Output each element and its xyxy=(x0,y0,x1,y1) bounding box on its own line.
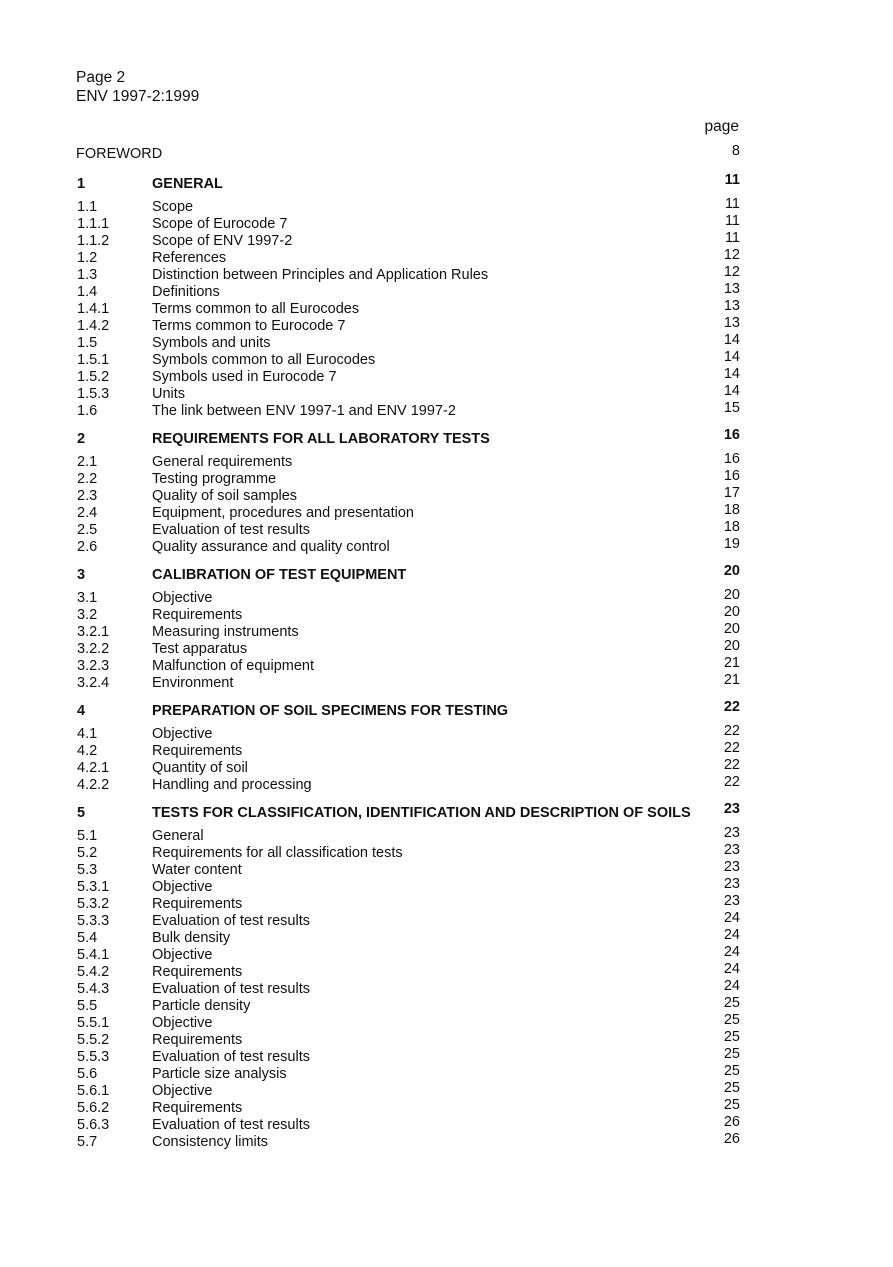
toc-entry-title: Measuring instruments xyxy=(152,624,299,640)
toc-entry-page: 13 xyxy=(723,281,740,297)
toc-entry-page: 16 xyxy=(723,451,740,467)
toc-entry-title: Requirements xyxy=(152,964,243,980)
toc-entry-title: Objective xyxy=(152,947,213,963)
toc-entry[interactable] xyxy=(76,400,740,420)
toc-entry-number: 3.2.2 xyxy=(77,641,110,657)
toc-entry-title: Malfunction of equipment xyxy=(152,658,315,674)
toc-entry-page: 14 xyxy=(723,383,740,399)
toc-entry-title: Quantity of soil xyxy=(152,760,248,776)
toc-entry[interactable] xyxy=(76,638,740,658)
toc-entry-page: 22 xyxy=(723,757,740,773)
toc-entry[interactable] xyxy=(76,757,740,777)
toc-entry-page: 23 xyxy=(723,859,740,875)
toc-entry-number: 5.3.1 xyxy=(77,879,110,895)
toc-entry-title: REQUIREMENTS FOR ALL LABORATORY TESTS xyxy=(152,431,490,447)
toc-entry-title: Test apparatus xyxy=(152,641,248,657)
toc-entry[interactable] xyxy=(76,672,740,692)
toc-entry-page: 20 xyxy=(723,638,740,654)
toc-entry[interactable] xyxy=(76,298,740,318)
toc-entry-page: 8 xyxy=(731,143,740,159)
toc-entry[interactable] xyxy=(76,944,740,964)
toc-entry[interactable] xyxy=(76,468,740,488)
toc-entry-title: PREPARATION OF SOIL SPECIMENS FOR TESTING xyxy=(152,703,509,719)
toc-entry-number: 5.4 xyxy=(77,930,98,946)
toc-entry-page: 22 xyxy=(723,774,740,790)
toc-entry-number: 5.4.2 xyxy=(77,964,110,980)
toc-entry-number: 3.2.3 xyxy=(77,658,110,674)
toc-entry-page: 23 xyxy=(723,842,740,858)
toc-entry-title: Requirements for all classification tests xyxy=(152,845,403,861)
toc-entry-title: Evaluation of test results xyxy=(152,1117,310,1133)
toc-entry-number: 5 xyxy=(77,805,86,821)
toc-entry-title: Testing programme xyxy=(152,471,277,487)
toc-entry[interactable] xyxy=(76,264,740,284)
toc-entry-number: 1.4.2 xyxy=(77,318,110,334)
toc-entry[interactable] xyxy=(76,451,740,471)
toc-entry[interactable] xyxy=(76,196,740,216)
toc-entry-page: 25 xyxy=(723,1046,740,1062)
toc-entry[interactable] xyxy=(76,723,740,743)
toc-entry-title: Evaluation of test results xyxy=(152,981,310,997)
toc-entry-number: 5.6 xyxy=(77,1066,98,1082)
toc-entry-title: References xyxy=(152,250,227,266)
toc-entry-number: 5.6.2 xyxy=(77,1100,110,1116)
toc-entry[interactable] xyxy=(76,562,740,588)
toc-entry[interactable] xyxy=(76,247,740,267)
toc-entry-number: 3.2 xyxy=(77,607,98,623)
toc-entry-title: GENERAL xyxy=(152,176,223,192)
toc-entry-title: General requirements xyxy=(152,454,293,470)
toc-entry-number: 1.5 xyxy=(77,335,98,351)
toc-entry-number: 4.2.2 xyxy=(77,777,110,793)
toc-entry-title: Evaluation of test results xyxy=(152,1049,310,1065)
toc-entry-number: 4.2 xyxy=(77,743,98,759)
toc-entry-title: Objective xyxy=(152,1083,213,1099)
toc-entry-title: Objective xyxy=(152,590,213,606)
toc-entry-title: Water content xyxy=(152,862,242,878)
toc-entry-number: 1.1.1 xyxy=(77,216,110,232)
toc-entry-title: Objective xyxy=(152,726,213,742)
toc-entry-page: 17 xyxy=(723,485,740,501)
toc-entry-number: 1.3 xyxy=(77,267,98,283)
toc-entry-title: Handling and processing xyxy=(152,777,312,793)
toc-entry[interactable] xyxy=(76,281,740,301)
toc-entry[interactable] xyxy=(76,1012,740,1032)
toc-entry-title: TESTS FOR CLASSIFICATION, IDENTIFICATION AND DESCRIPTION OF SOILS xyxy=(152,805,691,821)
toc-entry-number: 1.1 xyxy=(77,199,98,215)
toc-entry-number: 3.2.1 xyxy=(77,624,110,640)
toc-entry-page: 11 xyxy=(724,172,740,188)
toc-entry[interactable] xyxy=(76,893,740,913)
toc-entry-page: 22 xyxy=(723,699,740,715)
toc-entry-title: Scope of ENV 1997-2 xyxy=(152,233,293,249)
toc-entry-page: 26 xyxy=(723,1114,740,1130)
toc-entry-number: 5.1 xyxy=(77,828,98,844)
toc-entry-number: 4 xyxy=(77,703,86,719)
toc-entry-number: 5.5.1 xyxy=(77,1015,110,1031)
toc-entry-number: 5.7 xyxy=(77,1134,98,1150)
toc-entry[interactable] xyxy=(76,1097,740,1117)
toc-entry-page: 20 xyxy=(723,587,740,603)
toc-entry[interactable] xyxy=(76,978,740,998)
toc-entry-number: 2.3 xyxy=(77,488,98,504)
toc-entry-page: 25 xyxy=(723,995,740,1011)
toc-entry-number: 5.6.1 xyxy=(77,1083,110,1099)
toc-entry-page: 16 xyxy=(723,427,740,443)
toc-entry-page: 25 xyxy=(723,1029,740,1045)
toc-entry-number: 1.5.1 xyxy=(77,352,110,368)
toc-entry-number: 2.2 xyxy=(77,471,98,487)
toc-entry[interactable] xyxy=(76,366,740,386)
toc-entry-title: Requirements xyxy=(152,1032,243,1048)
toc-entry-number: 1.4 xyxy=(77,284,98,300)
toc-entry-title: Terms common to Eurocode 7 xyxy=(152,318,346,334)
toc-entry[interactable] xyxy=(76,995,740,1015)
toc-entry-title: Scope of Eurocode 7 xyxy=(152,216,288,232)
toc-entry-number: 5.3 xyxy=(77,862,98,878)
toc-entry-page: 24 xyxy=(723,978,740,994)
toc-entry-page: 18 xyxy=(723,502,740,518)
page-header xyxy=(76,68,199,106)
toc-entry[interactable] xyxy=(76,604,740,624)
toc-entry-number: 2.6 xyxy=(77,539,98,555)
toc-entry-number: 4.2.1 xyxy=(77,760,110,776)
toc-entry[interactable] xyxy=(76,143,740,163)
toc-entry-page: 13 xyxy=(723,298,740,314)
toc-entry[interactable] xyxy=(76,426,740,452)
toc-entry-number: 1 xyxy=(77,176,86,192)
toc-entry-page: 14 xyxy=(723,366,740,382)
toc-entry-page: 26 xyxy=(723,1131,740,1147)
document-id: ENV 1997-2:1999 xyxy=(76,88,200,105)
toc-entry[interactable] xyxy=(76,1114,740,1134)
toc-entry-page: 21 xyxy=(723,655,740,671)
toc-entry[interactable] xyxy=(76,740,740,760)
toc-entry-number: 1.2 xyxy=(77,250,98,266)
toc-entry-page: 11 xyxy=(724,230,740,246)
toc-entry[interactable] xyxy=(76,519,740,539)
toc-entry-number: 5.2 xyxy=(77,845,98,861)
toc-entry-title: Requirements xyxy=(152,1100,243,1116)
toc-entry-number: 5.3.3 xyxy=(77,913,110,929)
toc-entry[interactable] xyxy=(76,655,740,675)
toc-entry-number: 2 xyxy=(77,431,86,447)
toc-entry-title: Units xyxy=(152,386,186,402)
toc-entry[interactable] xyxy=(76,800,740,826)
toc-entry-number: 5.3.2 xyxy=(77,896,110,912)
toc-entry[interactable] xyxy=(76,961,740,981)
toc-entry-number: 3.1 xyxy=(77,590,98,606)
page-column-label: page xyxy=(704,118,739,135)
toc-entry-page: 20 xyxy=(723,621,740,637)
toc-entry[interactable] xyxy=(76,349,740,369)
toc-entry[interactable] xyxy=(76,621,740,641)
toc-entry[interactable] xyxy=(76,825,740,845)
toc-entry-page: 25 xyxy=(723,1080,740,1096)
toc-entry-title: Requirements xyxy=(152,896,243,912)
toc-entry-number: 1.5.3 xyxy=(77,386,110,402)
toc-entry-title: Objective xyxy=(152,1015,213,1031)
toc-entry[interactable] xyxy=(76,1029,740,1049)
toc-entry-title: Requirements xyxy=(152,743,243,759)
toc-entry-title: Particle density xyxy=(152,998,251,1014)
toc-entry-title: The link between ENV 1997-1 and ENV 1997-2 xyxy=(152,403,456,419)
toc-entry[interactable] xyxy=(76,876,740,896)
toc-entry[interactable] xyxy=(76,171,740,197)
toc-entry-number: 1.1.2 xyxy=(77,233,110,249)
toc-entry-number: 5.5.3 xyxy=(77,1049,110,1065)
toc-entry[interactable] xyxy=(76,910,740,930)
toc-entry-number: 5.5.2 xyxy=(77,1032,110,1048)
toc-entry-title: Definitions xyxy=(152,284,220,300)
toc-entry-page: 15 xyxy=(723,400,740,416)
toc-entry-number: 2.4 xyxy=(77,505,98,521)
toc-entry[interactable] xyxy=(76,587,740,607)
toc-entry[interactable] xyxy=(76,502,740,522)
toc-entry[interactable] xyxy=(76,536,740,556)
toc-entry-page: 25 xyxy=(723,1012,740,1028)
toc-entry-number: 5.6.3 xyxy=(77,1117,110,1133)
toc-entry-page: 19 xyxy=(723,536,740,552)
toc-entry-title: Evaluation of test results xyxy=(152,522,310,538)
toc-entry[interactable] xyxy=(76,315,740,335)
toc-entry[interactable] xyxy=(76,698,740,724)
toc-entry-page: 14 xyxy=(723,349,740,365)
toc-entry-page: 12 xyxy=(723,264,740,280)
toc-entry-page: 25 xyxy=(723,1097,740,1113)
toc-entry[interactable] xyxy=(76,927,740,947)
toc-entry-page: 23 xyxy=(723,876,740,892)
toc-entry-number: 5.4.1 xyxy=(77,947,110,963)
toc-entry-title: Symbols used in Eurocode 7 xyxy=(152,369,337,385)
toc-entry-number: 5.4.3 xyxy=(77,981,110,997)
toc-entry-title: Quality assurance and quality control xyxy=(152,539,390,555)
toc-entry[interactable] xyxy=(76,1080,740,1100)
toc-entry-page: 20 xyxy=(723,604,740,620)
toc-entry-number: 1.6 xyxy=(77,403,98,419)
toc-entry-page: 20 xyxy=(723,563,740,579)
toc-entry-page: 11 xyxy=(724,196,740,212)
table-of-contents xyxy=(76,143,740,1151)
toc-entry-number: 2.5 xyxy=(77,522,98,538)
toc-entry-page: 24 xyxy=(723,910,740,926)
toc-entry-title: Bulk density xyxy=(152,930,231,946)
toc-entry-title: Quality of soil samples xyxy=(152,488,298,504)
toc-entry-title: Symbols common to all Eurocodes xyxy=(152,352,376,368)
toc-entry-page: 18 xyxy=(723,519,740,535)
toc-entry[interactable] xyxy=(76,1063,740,1083)
toc-entry-title: Terms common to all Eurocodes xyxy=(152,301,360,317)
toc-entry[interactable] xyxy=(76,213,740,233)
toc-entry-page: 13 xyxy=(723,315,740,331)
toc-entry-page: 22 xyxy=(723,740,740,756)
toc-entry-page: 23 xyxy=(723,893,740,909)
toc-entry[interactable] xyxy=(76,859,740,879)
toc-entry[interactable] xyxy=(76,383,740,403)
toc-entry-title: Equipment, procedures and presentation xyxy=(152,505,414,521)
toc-entry-page: 12 xyxy=(723,247,740,263)
toc-entry-title: CALIBRATION OF TEST EQUIPMENT xyxy=(152,567,407,583)
toc-entry-title: Objective xyxy=(152,879,213,895)
toc-entry[interactable] xyxy=(76,1131,740,1151)
toc-entry[interactable] xyxy=(76,1046,740,1066)
toc-entry-number: 3 xyxy=(77,567,86,583)
toc-entry-page: 23 xyxy=(723,801,740,817)
toc-entry-page: 23 xyxy=(723,825,740,841)
toc-entry-page: 22 xyxy=(723,723,740,739)
toc-entry-number: 3.2.4 xyxy=(77,675,110,691)
toc-entry-page: 11 xyxy=(724,213,740,229)
toc-entry-number: 2.1 xyxy=(77,454,98,470)
toc-entry-page: 16 xyxy=(723,468,740,484)
toc-entry-number: FOREWORD xyxy=(76,146,163,162)
toc-entry-title: Consistency limits xyxy=(152,1134,269,1150)
toc-entry-title: General xyxy=(152,828,204,844)
toc-entry[interactable] xyxy=(76,842,740,862)
toc-entry-title: Particle size analysis xyxy=(152,1066,287,1082)
toc-entry-title: Scope xyxy=(152,199,194,215)
toc-entry[interactable] xyxy=(76,332,740,352)
toc-entry-title: Distinction between Principles and Application Rules xyxy=(152,267,489,283)
toc-entry-title: Symbols and units xyxy=(152,335,271,351)
toc-entry-number: 4.1 xyxy=(77,726,98,742)
toc-entry[interactable] xyxy=(76,774,740,794)
toc-entry-page: 21 xyxy=(723,672,740,688)
toc-entry[interactable] xyxy=(76,485,740,505)
toc-entry-number: 1.5.2 xyxy=(77,369,110,385)
toc-entry-number: 5.5 xyxy=(77,998,98,1014)
toc-entry-title: Requirements xyxy=(152,607,243,623)
toc-entry-page: 24 xyxy=(723,944,740,960)
toc-entry[interactable] xyxy=(76,230,740,250)
toc-entry-page: 25 xyxy=(723,1063,740,1079)
toc-entry-number: 1.4.1 xyxy=(77,301,110,317)
toc-entry-title: Evaluation of test results xyxy=(152,913,310,929)
page-number-line: Page 2 xyxy=(76,69,126,86)
toc-entry-page: 24 xyxy=(723,927,740,943)
toc-entry-page: 24 xyxy=(723,961,740,977)
toc-entry-page: 14 xyxy=(723,332,740,348)
toc-entry-title: Environment xyxy=(152,675,234,691)
